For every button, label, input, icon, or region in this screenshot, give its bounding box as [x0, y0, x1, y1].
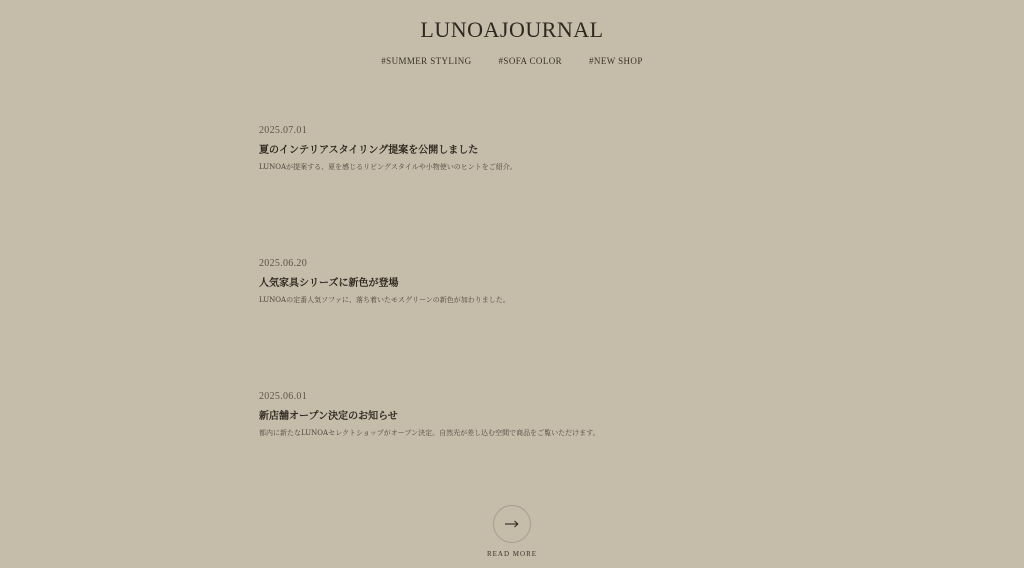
news-excerpt: 都内に新たなLUNOAセレクトショップがオープン決定。自然光が差し込む空間で商品をご覧いただけます。 — [259, 429, 600, 437]
news-excerpt: LUNOAが提案する、夏を感じるリビングスタイルや小物使いのヒントをご紹介。 — [259, 163, 517, 171]
news-title[interactable]: 夏のインテリアスタイリング提案を公開しました — [259, 145, 479, 156]
news-date: 2025.06.20 — [259, 258, 307, 269]
tag-sofa-color[interactable]: #SOFA COLOR — [498, 56, 563, 66]
read-more — [0, 505, 1024, 558]
tag-new-shop[interactable]: #NEW SHOP — [589, 56, 643, 66]
news-list — [259, 125, 779, 524]
news-excerpt: LUNOAの定番人気ソファに、落ち着いたモスグリーンの新色が加わりました。 — [259, 296, 510, 304]
tag-summer-styling[interactable]: #SUMMER STYLING — [381, 56, 472, 66]
news-title[interactable]: 新店舗オープン決定のお知らせ — [259, 411, 398, 422]
news-date: 2025.07.01 — [259, 125, 307, 136]
arrow-right-icon — [505, 520, 519, 528]
tag-nav — [0, 56, 1024, 66]
news-item[interactable] — [259, 125, 779, 258]
read-more-label[interactable]: READ MORE — [486, 550, 538, 558]
news-item[interactable] — [259, 258, 779, 391]
news-date: 2025.06.01 — [259, 391, 307, 402]
news-title[interactable]: 人気家具シリーズに新色が登場 — [259, 278, 399, 289]
read-more-button[interactable] — [493, 505, 531, 543]
brand-logo[interactable]: LUNOAJOURNAL — [420, 17, 604, 42]
